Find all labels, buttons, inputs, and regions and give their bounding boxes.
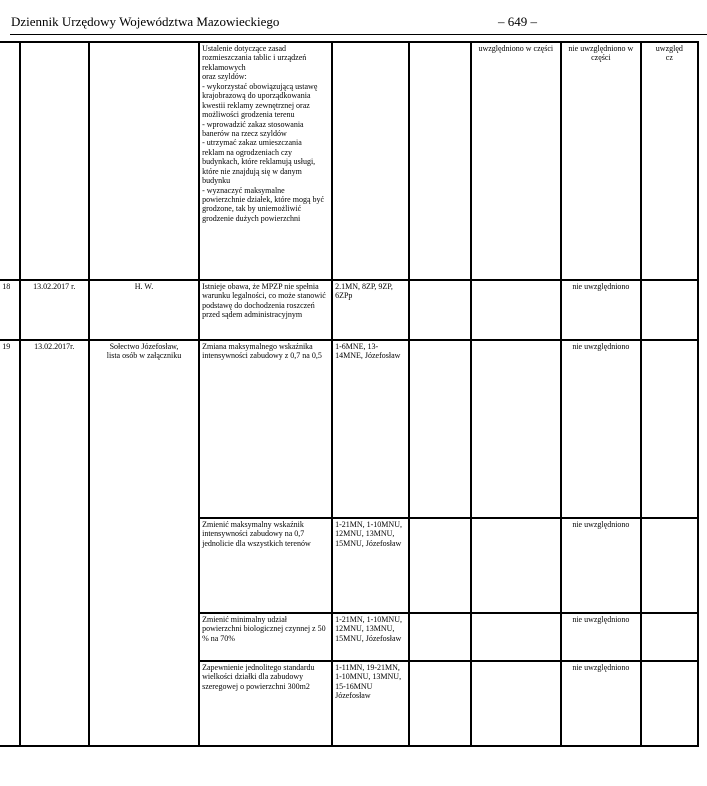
table-row [0, 340, 698, 518]
cell-empty [409, 340, 471, 518]
cell-area: 1-21MN, 1-10MNU, 12MNU, 13MNU, 15MNU, Józefosław [332, 518, 409, 613]
comments-table [0, 41, 699, 747]
cell-applicant: Sołectwo Józefosław, lista osób w załączniku [89, 340, 199, 746]
cell-empty [409, 661, 471, 746]
journal-title: Dziennik Urzędowy Województwa Mazowieckiego [11, 14, 280, 29]
cell-empty [409, 518, 471, 613]
cell-applicant [89, 42, 199, 280]
cell-resolution-3: uwzględ cz [641, 42, 698, 280]
cell-no: 18 [0, 280, 20, 340]
cell-empty [409, 42, 471, 280]
cell-no: 19 [0, 340, 20, 746]
cell-resolution: nie uwzględniono [561, 661, 641, 746]
cell-empty [471, 280, 561, 340]
table-row [0, 42, 698, 280]
cell-empty [471, 518, 561, 613]
cell-area: 1-21MN, 1-10MNU, 12MNU, 13MNU, 15MNU, Józefosław [332, 613, 409, 661]
cell-empty [641, 518, 698, 613]
cell-date: 13.02.2017 r. [20, 280, 89, 340]
cell-applicant: H. W. [89, 280, 199, 340]
cell-no [0, 42, 20, 280]
page-number: – 649 – [498, 14, 537, 29]
cell-empty [641, 661, 698, 746]
cell-empty [471, 340, 561, 518]
cell-date [20, 42, 89, 280]
cell-area [332, 42, 409, 280]
cell-issue: Zmiana maksymalnego wskaźnika intensywności zabudowy z 0,7 na 0,5 [199, 340, 332, 518]
cell-resolution: uwzględniono w części [471, 42, 561, 280]
cell-area: 1-6MNE, 13- 14MNE, Józefosław [332, 340, 409, 518]
cell-resolution-2: nie uwzględniono w części [561, 42, 641, 280]
cell-date: 13.02.2017r. [20, 340, 89, 746]
cell-empty [409, 613, 471, 661]
cell-area: 1-11MN, 19-21MN, 1-10MNU, 13MNU, 15-16MNU Józefosław [332, 661, 409, 746]
cell-area: 2.1MN, 8ZP, 9ZP, 6ZPp [332, 280, 409, 340]
cell-issue: Zapewnienie jednolitego standardu wielkości działki dla zabudowy szeregowej o powierzchni 300m2 [199, 661, 332, 746]
cell-issue: Istnieje obawa, że MPZP nie spełnia warunku legalności, co może stanowić podstawę do dochodzenia roszczeń przed sądem administracyjnym [199, 280, 332, 340]
cell-empty [471, 661, 561, 746]
cell-resolution: nie uwzględniono [561, 340, 641, 518]
cell-issue: Ustalenie dotyczące zasad rozmieszczania tablic i urządzeń reklamowych oraz szyldów: - wykorzystać obowiązującą ustawę krajobrazową do uporządkowania kwestii reklamy zewnętrznej oraz możliwości grodzenia terenu - wprowadzić zakaz stosowania banerów na rzecz szyldów - utrzymać zakaz umieszczania reklam na ogrodzeniach czy budynkach, które reklamują usługi, które nie znajdują się w danym budynku - wyznaczyć maksymalne powierzchnie działek, które mogą być grodzone, tak by uniemożliwić grodzenie dużych powierzchni [199, 42, 332, 280]
cell-empty [641, 280, 698, 340]
cell-empty [641, 613, 698, 661]
cell-resolution: nie uwzględniono [561, 613, 641, 661]
cell-issue: Zmienić minimalny udział powierzchni biologicznej czynnej z 50 % na 70% [199, 613, 332, 661]
cell-issue: Zmienić maksymalny wskaźnik intensywności zabudowy na 0,7 jednolicie dla wszystkich terenów [199, 518, 332, 613]
header-rule [10, 34, 707, 35]
cell-resolution: nie uwzględniono [561, 280, 641, 340]
cell-empty [409, 280, 471, 340]
cell-empty [471, 613, 561, 661]
cell-empty [641, 340, 698, 518]
cell-resolution: nie uwzględniono [561, 518, 641, 613]
table-row [0, 280, 698, 340]
